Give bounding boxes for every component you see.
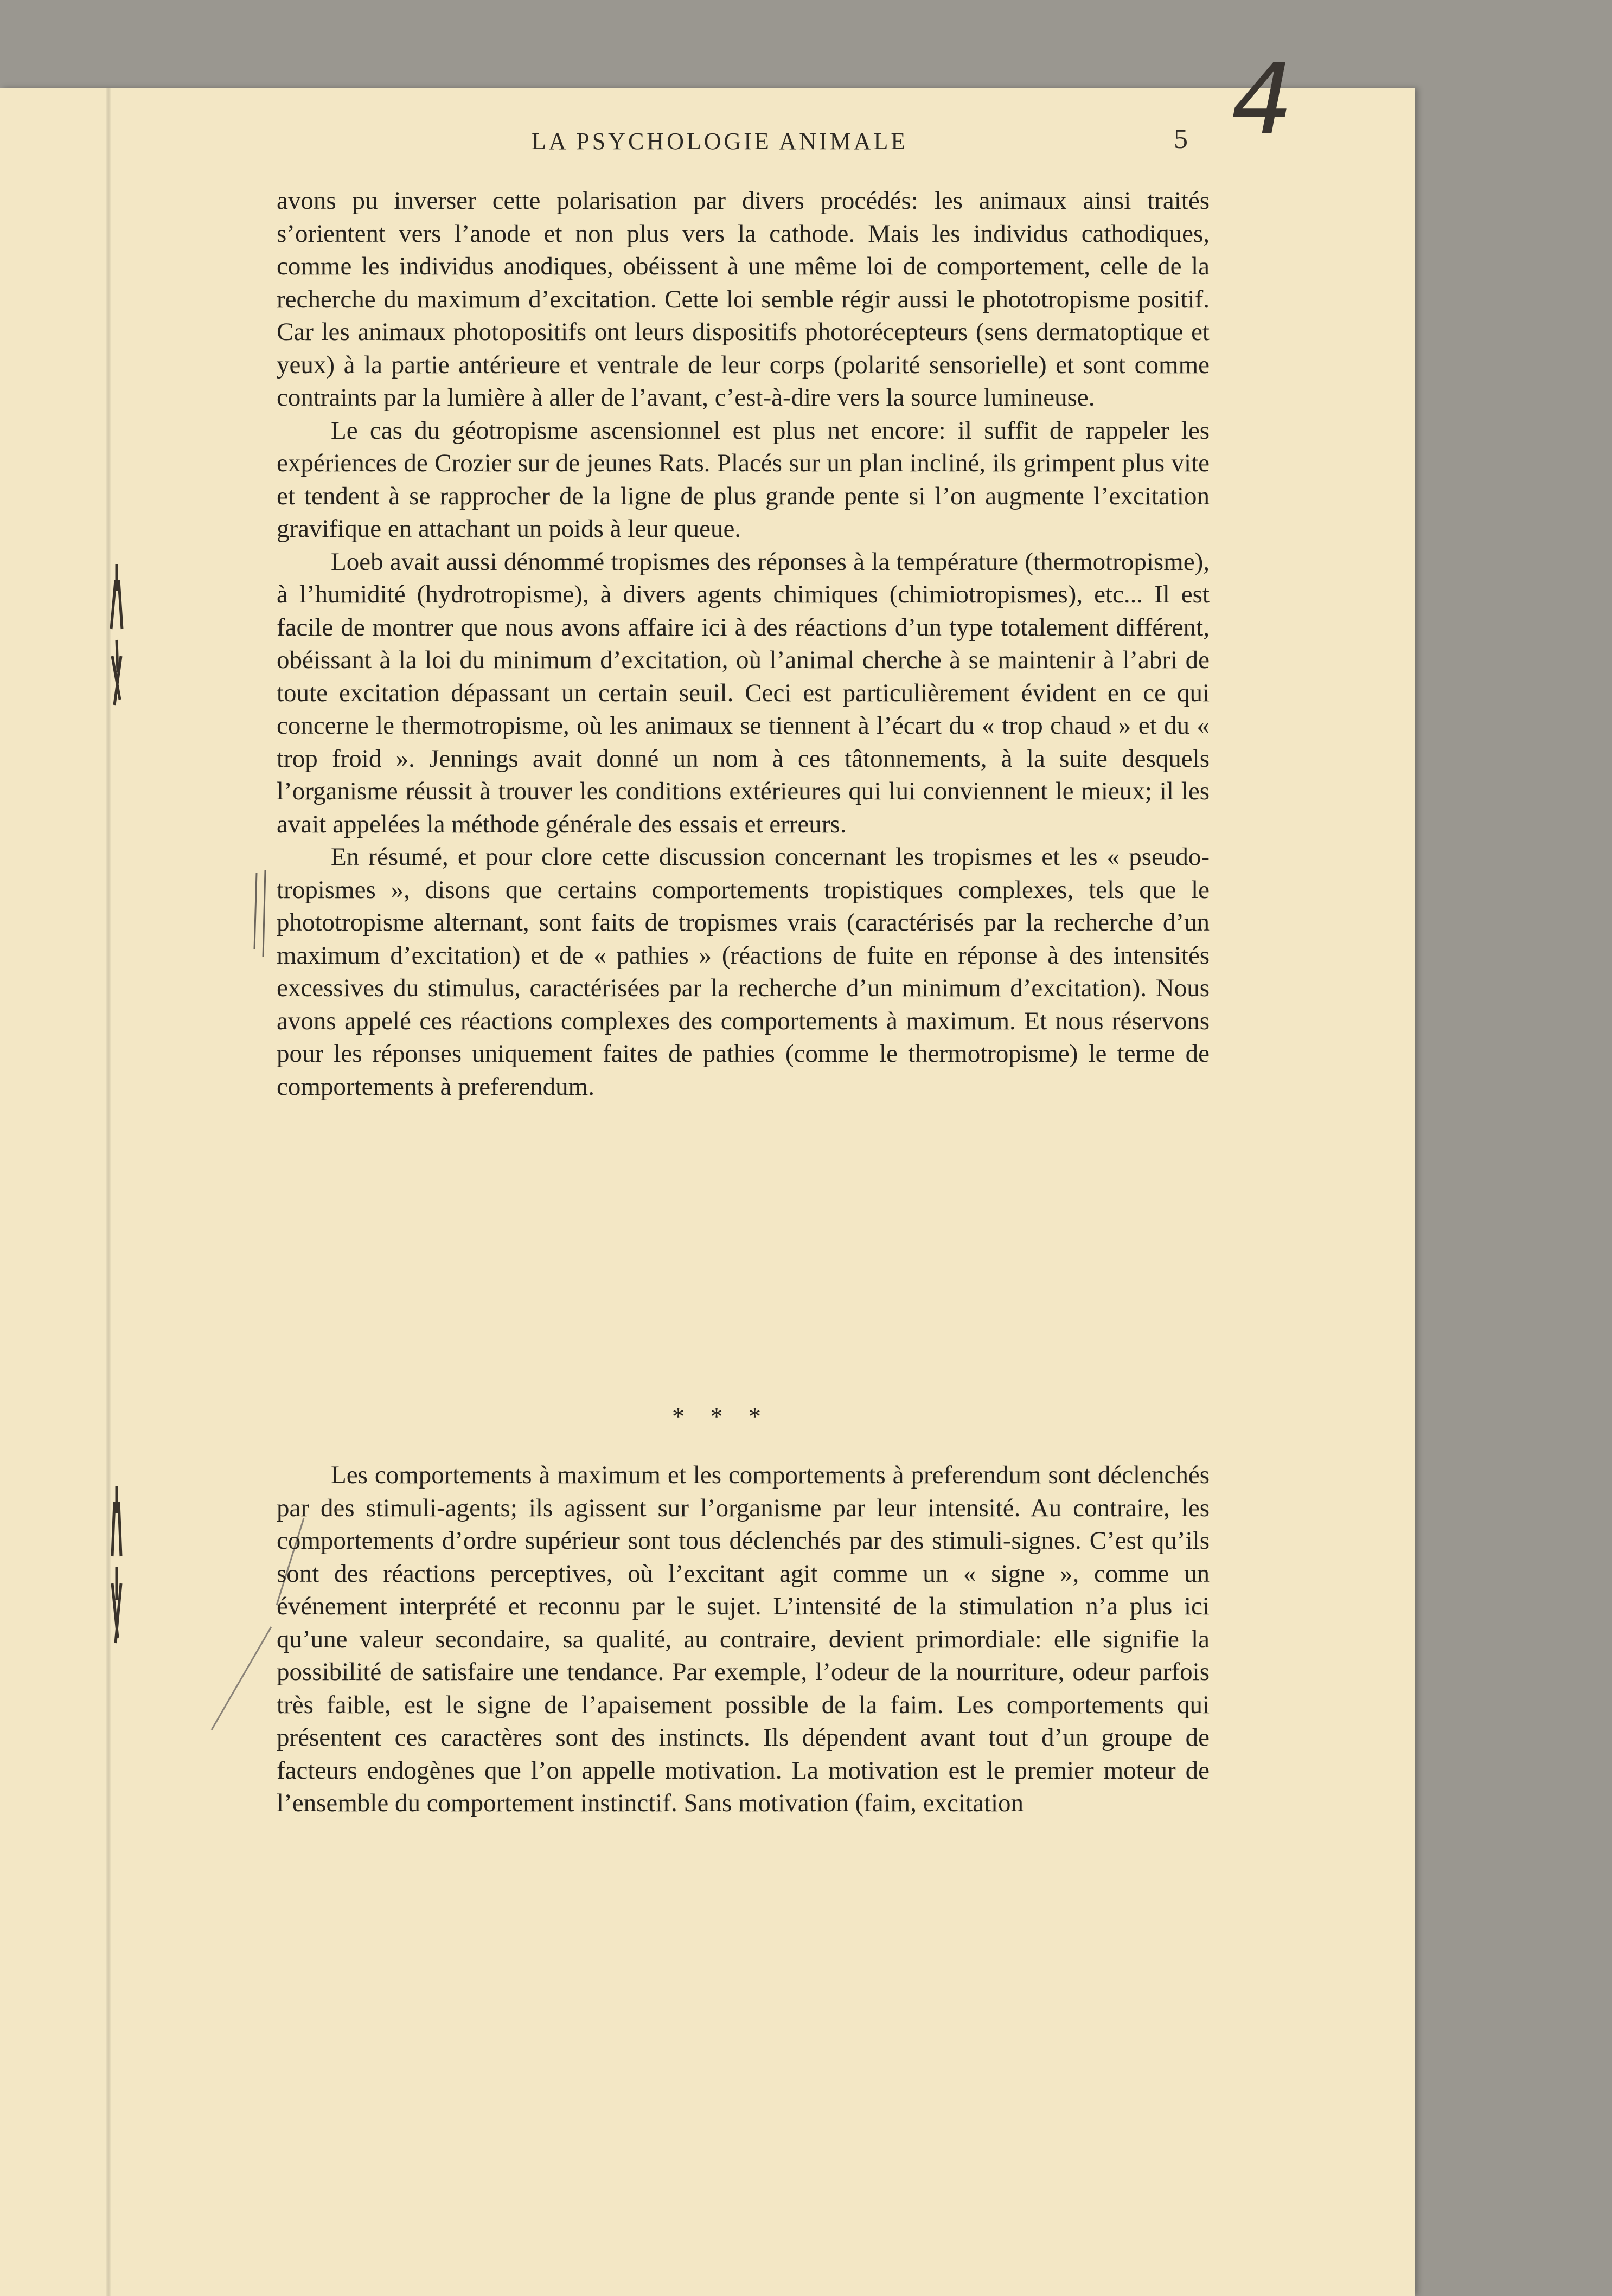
page-fold <box>106 88 111 2296</box>
folio-pencil-number: 4 <box>1231 43 1294 157</box>
binding-stitch-lower <box>100 1480 133 1654</box>
running-title: LA PSYCHOLOGIE ANIMALE <box>532 128 909 155</box>
body-section-2 <box>277 1459 1210 1820</box>
paragraph: avons pu inverser cette polarisation par divers procédés: les animaux ainsi traités s’orientent vers l’anode et non plus vers la cathode. Mais les individus cathodiques, comme les individus anodiques, obéissent à une même loi de comportement, celle de la recherche du maximum d’excitation. Cette loi semble régir aussi le phototropisme positif. Car les animaux photopositifs ont leurs dispositifs photorécepteurs (sens dermatoptique et yeux) à la partie antérieure et ventrale de leur corps (polarité sensorielle) et sont comme contraints par la lumière à aller de l’avant, c’est-à-dire vers la source lumineuse. <box>277 187 1210 412</box>
section-separator: * * * <box>672 1402 771 1430</box>
binding-stitch-upper <box>100 559 133 721</box>
pencil-margin-bars <box>247 868 279 960</box>
paragraph: Le cas du géotropisme ascensionnel est plus net encore: il suffit de rappeler les expériences de Crozier sur de jeunes Rats. Placés sur un plan incliné, ils grimpent plus vite et tendent à se rapprocher de la ligne de plus grande pente si l’on augmente l’excitation gravifique en attachant un poids à leur queue. <box>277 416 1210 543</box>
body-section-1 <box>277 184 1210 1103</box>
page-number: 5 <box>1174 124 1188 155</box>
page-header <box>532 124 1188 171</box>
paragraph: Les comportements à maximum et les comportements à preferendum sont déclenchés par des stimuli-agents; ils agissent sur l’organisme par leur intensité. Au contraire, les comportements d’ordre supérieur sont tous déclenchés par des stimuli-signes. C’est qu’ils sont des réactions perceptives, où l’excitant agit comme un « signe », comme un événement interprété et reconnu par le sujet. L’intensité de la stimulation n’a plus ici qu’une valeur secondaire, sa qualité, au contraire, devient primordiale: elle signifie la possibilité de satisfaire une tendance. Par exemple, l’odeur de la nourriture, odeur parfois très faible, est le signe de l’apaisement possible de la faim. Les comportements qui présentent ces caractères sont des instincts. Ils dépendent avant tout d’un groupe de facteurs endogènes que l’on appelle motivation. La motivation est le premier moteur de l’ensemble du comportement instinctif. Sans motivation (faim, excitation <box>277 1461 1210 1817</box>
paragraph: Loeb avait aussi dénommé tropismes des réponses à la température (thermotropisme), à l’humidité (hydrotropisme), à divers agents chimiques (chimiotropismes), etc... Il est facile de montrer que nous avons affaire ici à des réactions d’un type totalement différent, obéissant à la loi du minimum d’excitation, où l’animal cherche à se maintenir à l’abri de toute excitation dépassant un certain seuil. Ceci est particulièrement évident en ce qui concerne le thermotropisme, où les animaux se tiennent à l’écart du « trop chaud » et du « trop froid ». Jennings avait donné un nom à ces tâtonnements, à la suite desquels l’organisme réussit à trouver les conditions extérieures qui lui conviennent le mieux; il les avait appelées la méthode générale des essais et erreurs. <box>277 547 1210 838</box>
paragraph: En résumé, et pour clore cette discussion concernant les tropismes et les « pseudo-tropismes », disons que certains comportements tropistiques complexes, tels que le phototropisme alternant, sont faits de tropismes vrais (caractérisés par la recherche d’un maximum d’excitation) et de « pathies » (réactions de fuite en réponse à des intensités excessives du stimulus, caractérisées par la recherche d’un minimum d’excitation). Nous avons appelé ces réactions complexes des comportements à maximum. Et nous réservons pour les réponses uniquement faites de pathies (comme le thermotropisme) le terme de comportements à preferendum. <box>277 843 1210 1101</box>
